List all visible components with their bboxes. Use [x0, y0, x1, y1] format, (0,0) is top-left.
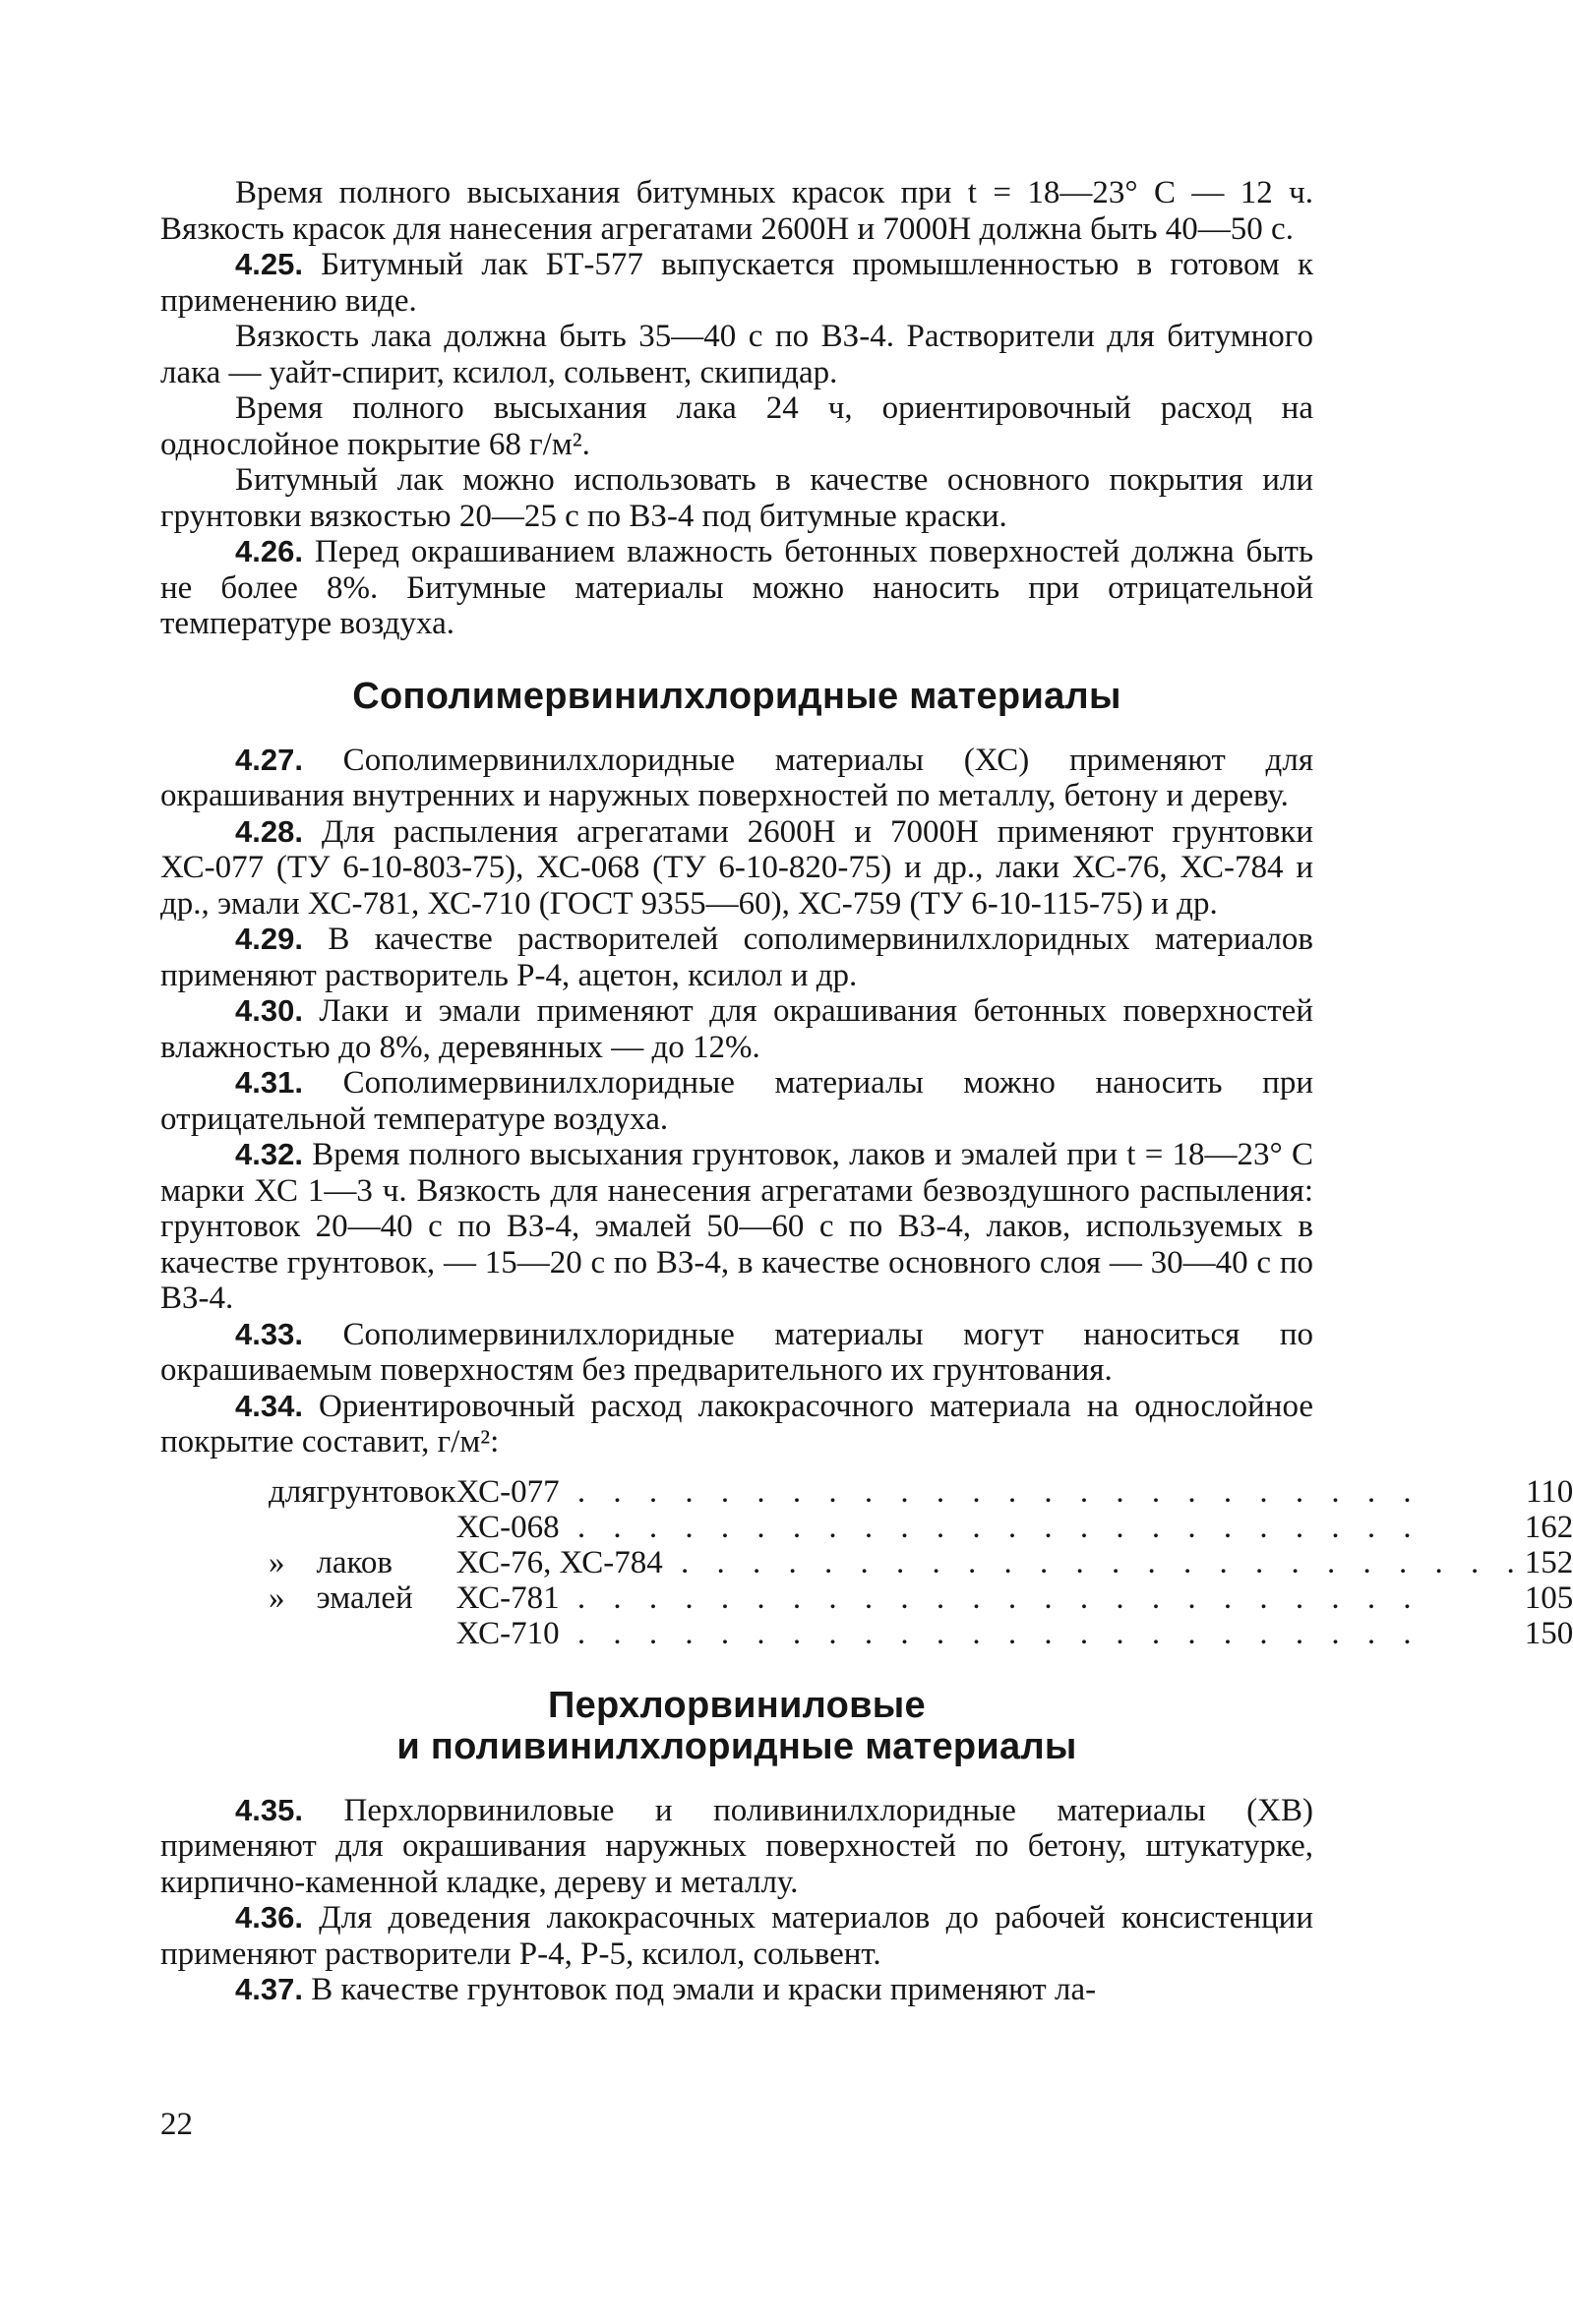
table-cell-category — [269, 1616, 316, 1651]
table-cell-category — [269, 1510, 316, 1545]
table-cell-target — [316, 1616, 455, 1651]
section-heading-perchlorovinyl-line2: и поливинилхлоридные материалы — [396, 1725, 1077, 1767]
paragraph: Время полного высыхания битумных красок при t = 18—23° С — 12 ч. Вязкость красок для нанесения агрегатами 2600Н и 7000Н должна быть 40—50 с. — [160, 175, 1313, 247]
table-cell-target — [316, 1510, 455, 1545]
paragraph: Битумный лак можно использовать в качестве основного покрытия или грунтовки вязкостью 20—25 с по ВЗ-4 под битумные краски. — [160, 462, 1313, 534]
table-cell-value: 150 — [1524, 1615, 1573, 1651]
table-cell-value: 162 — [1524, 1509, 1573, 1545]
text-column — [160, 175, 1573, 2008]
page-number: 22 — [160, 2107, 193, 2142]
paragraph: Время полного высыхания лака 24 ч, ориентировочный расход на однослойное покрытие 68 г/м². — [160, 390, 1313, 462]
table-cell-target: грунтовок — [316, 1473, 456, 1510]
table-cell-category: для — [269, 1473, 317, 1510]
table-cell-material: ХС-76, ХС-784 . . . . . . . . . . . . . . . . . . . . . . . . — [455, 1544, 1525, 1580]
paragraph-4-25: 4.25. Битумный лак БТ-577 выпускается промышленностью в готовом к применению виде. — [160, 247, 1313, 319]
table-row — [269, 1510, 1573, 1545]
paragraph-4-37: 4.37. В качестве грунтовок под эмали и краски применяют ла- — [235, 1972, 1097, 2007]
table-cell-material: ХС-781 . . . . . . . . . . . . . . . . . . . . . . . . — [455, 1579, 1422, 1616]
table-cell-material: ХС-068 . . . . . . . . . . . . . . . . . . . . . . . . — [455, 1509, 1422, 1545]
section-heading-perchlorovinyl-line1: Перхлорвиниловые — [548, 1684, 926, 1726]
paragraph-4-36: 4.36. Для доведения лакокрасочных материалов до рабочей консистенции применяют растворители Р-4, Р-5, ксилол, сольвент. — [160, 1900, 1313, 1972]
table-cell-target: эмалей — [316, 1579, 413, 1616]
paragraph-4-30: 4.30. Лаки и эмали применяют для окрашивания бетонных поверхностей влажностью до 8%, деревянных — до 12%. — [160, 993, 1313, 1065]
paragraph: Вязкость лака должна быть 35—40 с по ВЗ-4. Растворители для битумного лака — уайт-спирит, ксилол, сольвент, скипидар. — [160, 319, 1313, 390]
paragraph-4-34: 4.34. Ориентировочный расход лакокрасочного материала на однослойное покрытие составит, г/м²: — [160, 1388, 1313, 1460]
paragraph-4-26: 4.26. Перед окрашиванием влажность бетонных поверхностей должна быть не более 8%. Битумные материалы можно наносить при отрицательной температуре воздуха. — [160, 534, 1313, 641]
paragraph-4-32: 4.32. Время полного высыхания грунтовок, лаков и эмалей при t = 18—23° С марки ХС 1—3 ч. Вязкость для нанесения агрегатами безвоздушного распыления: грунтовок 20—40 с по ВЗ-4, эмалей 50—60 с по ВЗ-4, лаков, используемых в качестве грунтовок, — 15—20 с по ВЗ-4, в качестве основного слоя — 30—40 с по ВЗ-4. — [160, 1137, 1313, 1316]
table-cell-value: 110 — [1525, 1473, 1573, 1510]
table-cell-category: » — [269, 1579, 285, 1616]
table-cell-value: 152 — [1524, 1544, 1573, 1580]
table-row — [269, 1545, 1573, 1580]
paragraph-4-27: 4.27. Сополимервинилхлоридные материалы (ХС) применяют для окрашивания внутренних и наружных поверхностей по металлу, бетону и дереву. — [160, 742, 1313, 813]
table-cell-category: » — [269, 1544, 285, 1580]
table-cell-material: ХС-710 . . . . . . . . . . . . . . . . . . . . . . . . — [455, 1615, 1422, 1651]
consumption-table — [269, 1474, 1573, 1651]
paragraph-4-33: 4.33. Сополимервинилхлоридные материалы могут наноситься по окрашиваемым поверхностям без предварительного их грунтования. — [160, 1316, 1313, 1388]
table-cell-target: лаков — [316, 1544, 393, 1580]
paragraph-4-35: 4.35. Перхлорвиниловые и поливинилхлоридные материалы (ХВ) применяют для окрашивания наружных поверхностей по бетону, штукатурке, кирпично-каменной кладке, дереву и металлу. — [160, 1792, 1313, 1900]
paragraph-4-29: 4.29. В качестве растворителей сополимервинилхлоридных материалов применяют растворитель Р-4, ацетон, ксилол и др. — [160, 922, 1313, 993]
table-row — [269, 1474, 1573, 1510]
table-row — [269, 1580, 1573, 1616]
paragraph-4-28: 4.28. Для распыления агрегатами 2600Н и 7000Н применяют грунтовки ХС-077 (ТУ 6-10-803-75), ХС-068 (ТУ 6-10-820-75) и др., лаки ХС-76, ХС-784 и др., эмали ХС-781, ХС-710 (ГОСТ 9355—60), ХС-759 (ТУ 6-10-115-75) и др. — [160, 813, 1313, 922]
table-row — [269, 1616, 1573, 1651]
section-heading-copolymer: Сополимервинилхлоридные материалы — [352, 675, 1121, 717]
table-cell-value: 105 — [1524, 1579, 1573, 1616]
table-cell-material: ХС-077 . . . . . . . . . . . . . . . . . . . . . . . . — [455, 1473, 1422, 1510]
paragraph-4-31: 4.31. Сополимервинилхлоридные материалы можно наносить при отрицательной температуре воздуха. — [160, 1065, 1313, 1137]
